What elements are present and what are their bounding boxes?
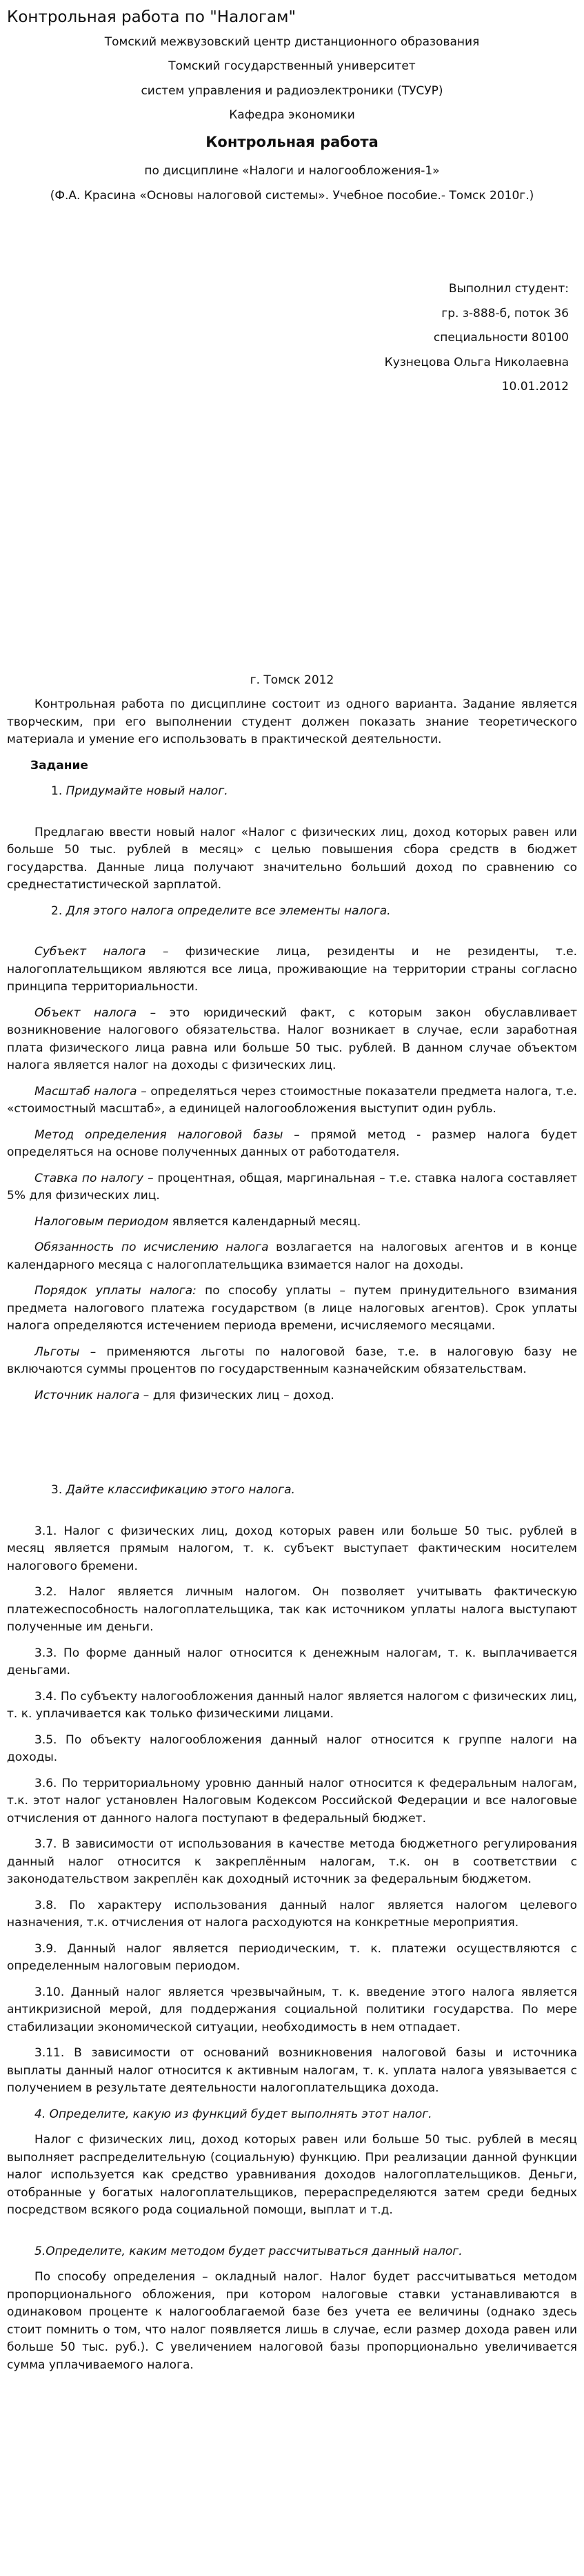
work-title: Контрольная работа xyxy=(205,133,379,150)
university-systems: систем управления и радиоэлектроники (ТУСУР) xyxy=(141,83,443,98)
task-1-answer: Предлагаю ввести новый налог «Налог с физических лиц, доход которых равен или больше 50 тыс. рублей в месяц» с целью повышения сбора средств в бюджет государства. Данные лица получают значительно больший доход по сравнению со среднестатистической зарплатой. xyxy=(7,825,577,892)
signature-performed-by: Выполнил студент: xyxy=(448,282,569,296)
element-term: Источник налога xyxy=(34,1388,140,1402)
element-term: Объект налога xyxy=(34,1005,137,1020)
tax-element xyxy=(7,1005,577,1075)
task-1 xyxy=(51,783,577,801)
element-term: Метод определения налоговой базы xyxy=(34,1127,283,1142)
task-3-number: 3. xyxy=(51,1483,66,1497)
tax-element xyxy=(7,943,577,996)
task-heading: Задание xyxy=(30,758,88,773)
classification-item: 3.8. По характеру использования данный налог является налогом целевого назначения, т.к. отчисления от налога расходуются на конкретные мероприятия. xyxy=(7,1898,577,1930)
element-term: Субъект налога xyxy=(34,945,146,959)
element-description: – это юридический факт, с которым закон обуславливает возникновение налогового обязательства. Налог возникает в случае, если заработная плата физического лица равна или больше 50 тыс. рублей. В данном случае объектом налога является налог на доходы с физических лиц. xyxy=(7,1005,577,1072)
task-4: 4. Определите, какую из функций будет выполнять этот налог. xyxy=(34,2107,432,2121)
element-description: – процентная, общая, маргинальная – т.е. ставка налога составляет 5% для физических лиц. xyxy=(7,1171,577,1203)
task-1-number: 1. xyxy=(51,784,66,798)
task-2-number: 2. xyxy=(51,903,66,918)
classification-item: 3.5. По объекту налогообложения данный налог относится к группе налоги на доходы. xyxy=(7,1732,577,1764)
element-description: – для физических лиц – доход. xyxy=(139,1388,334,1402)
classification-item: 3.2. Налог является личным налогом. Он позволяет учитывать фактическую платежеспособность налогоплательщика, так как источником уплаты налога выступают полученные им деньги. xyxy=(7,1585,577,1634)
classification-list xyxy=(7,1523,577,2098)
element-description: по способу уплаты – путем принудительного взимания предмета налогового платежа государством (в лице налоговых агентов). Срок уплаты налога определяются истечением периода времени, исчисляемого месяцами. xyxy=(7,1284,577,1333)
tax-element xyxy=(7,1387,577,1405)
element-term: Масштаб налога xyxy=(34,1084,137,1098)
textbook-line: (Ф.А. Красина «Основы налоговой системы». Учебное пособие.- Томск 2010г.) xyxy=(50,188,534,203)
tax-element xyxy=(7,1282,577,1336)
element-term: Обязанность по исчислению налога xyxy=(34,1240,269,1254)
classification-item: 3.4. По субъекту налогообложения данный налог является налогом с физических лиц, т. к. уплачивается как только физическими лицами. xyxy=(7,1689,577,1721)
tax-element xyxy=(7,1239,577,1274)
element-term: Ставка по налогу xyxy=(34,1171,144,1185)
signature-group: гр. з-888-б, поток 36 xyxy=(441,306,569,320)
classification-item: 3.7. В зависимости от использования в качестве метода бюджетного регулирования данный налог относится к закреплённым налогам, т.к. он в соответствии с законодательством закреплён как доходный источник за федеральным бюджетом. xyxy=(7,1837,577,1886)
discipline-line: по дисциплине «Налоги и налогообложения-1» xyxy=(144,164,440,178)
city-year: г. Томск 2012 xyxy=(250,673,334,687)
element-description: – физические лица, резиденты и не резиденты, т.е. налогоплательщиком являются все лица, проживающие на территории страны согласно принципа территориальности. xyxy=(7,945,577,994)
task-2-text: Для этого налога определите все элементы налога. xyxy=(66,903,391,918)
tax-element xyxy=(7,1083,577,1118)
classification-item: 3.1. Налог с физических лиц, доход которых равен или больше 50 тыс. рублей в месяц является прямым налогом, т. к. субъект выступает фактическим носителем налогового бремени. xyxy=(7,1524,577,1573)
classification-item: 3.9. Данный налог является периодическим, т. к. платежи осуществляются с определенным налоговым периодом. xyxy=(7,1941,577,1973)
classification-item: 3.3. По форме данный налог относится к денежным налогам, т. к. выплачивается деньгами. xyxy=(7,1646,577,1677)
signature-date: 10.01.2012 xyxy=(501,380,569,393)
document-title: Контрольная работа по "Налогам" xyxy=(7,8,296,26)
task-3 xyxy=(51,1482,577,1500)
element-term: Налоговым периодом xyxy=(34,1214,169,1229)
classification-item: 3.6. По территориальному уровню данный налог относится к федеральным налогам, т.к. этот налог установлен Налоговым Кодексом Российской Федерации и все налоговые отчисления от данного налога поступают в федеральный бюджет. xyxy=(7,1776,577,1826)
element-description: возлагается на налоговых агентов и в конце календарного месяца с налогоплательщика взимается налог на доходы. xyxy=(7,1240,577,1272)
intro-paragraph: Контрольная работа по дисциплине состоит из одного варианта. Задание является творческим, при его выполнении студент должен показать знание теоретического материала и умение его использовать в практической деятельности. xyxy=(7,697,577,746)
university-name: Томский государственный университет xyxy=(168,59,416,73)
classification-item: 3.10. Данный налог является чрезвычайным, т. к. введение этого налога является антикризисной мерой, для поддержания социальной политики государства. По мере стабилизации экономической ситуации, необходимость в нем отпадает. xyxy=(7,1985,577,2034)
tax-element xyxy=(7,1214,577,1231)
signature-name: Кузнецова Ольга Николаевна xyxy=(384,355,569,369)
classification-item: 3.11. В зависимости от оснований возникновения налоговой базы и источника выплаты данный налог относится к активным налогам, т. к. уплата налога увязывается с получением в результате деятельности налогоплательщика дохода. xyxy=(7,2046,577,2095)
element-description: – применяются льготы по налоговой базе, т.е. в налоговую базу не включаются суммы процентов по государственным казначейским обязательствам. xyxy=(7,1345,577,1376)
task-5: 5.Определите, каким методом будет рассчитываться данный налог. xyxy=(34,2244,463,2258)
element-term: Льготы xyxy=(34,1345,80,1359)
tax-elements-list xyxy=(7,943,577,1404)
element-term: Порядок уплаты налога: xyxy=(34,1284,197,1298)
task-1-text: Придумайте новый налог. xyxy=(66,784,228,798)
element-description: является календарный месяц. xyxy=(168,1214,361,1229)
task-4-answer: Налог с физических лиц, доход которых равен или больше 50 тыс. рублей в месяц выполняет распределительную (социальную) функцию. При реализации данной функции налог используется как средство уравнивания доходов налогоплательщиков. Деньги, отобранные у богатых налогоплательщиков, перераспределяются затем среди бедных посредством всякого рода социальной помощи, выплат и т.д. xyxy=(7,2133,577,2217)
department-name: Кафедра экономики xyxy=(229,108,355,122)
tax-element xyxy=(7,1344,577,1379)
element-description: – прямой метод - размер налога будет определяться на основе полученных данных от работодателя. xyxy=(7,1127,577,1159)
task-2 xyxy=(51,903,577,921)
signature-specialty: специальности 80100 xyxy=(433,331,569,345)
task-5-answer: По способу определения – окладный налог. Налог будет рассчитываться методом пропорционального обложения, при котором налоговые ставки устанавливаются в одинаковом проценте к налогооблагаемой базе без учета ее величины (однако здесь стоит помнить о том, что налог появляется лишь в случае, если размер дохода равен или больше 50 тыс. руб.). С увеличением налоговой базы пропорционально увеличивается сумма уплачиваемого налога. xyxy=(7,2270,577,2372)
tax-element xyxy=(7,1170,577,1205)
center-name: Томский межвузовский центр дистанционного образования xyxy=(104,34,480,49)
element-description: – определяться через стоимостные показатели предмета налога, т.е. «стоимостный масштаб», а единицей налогообложения выступит один рубль. xyxy=(7,1084,578,1116)
task-3-text: Дайте классификацию этого налога. xyxy=(66,1483,295,1497)
tax-element xyxy=(7,1127,577,1162)
